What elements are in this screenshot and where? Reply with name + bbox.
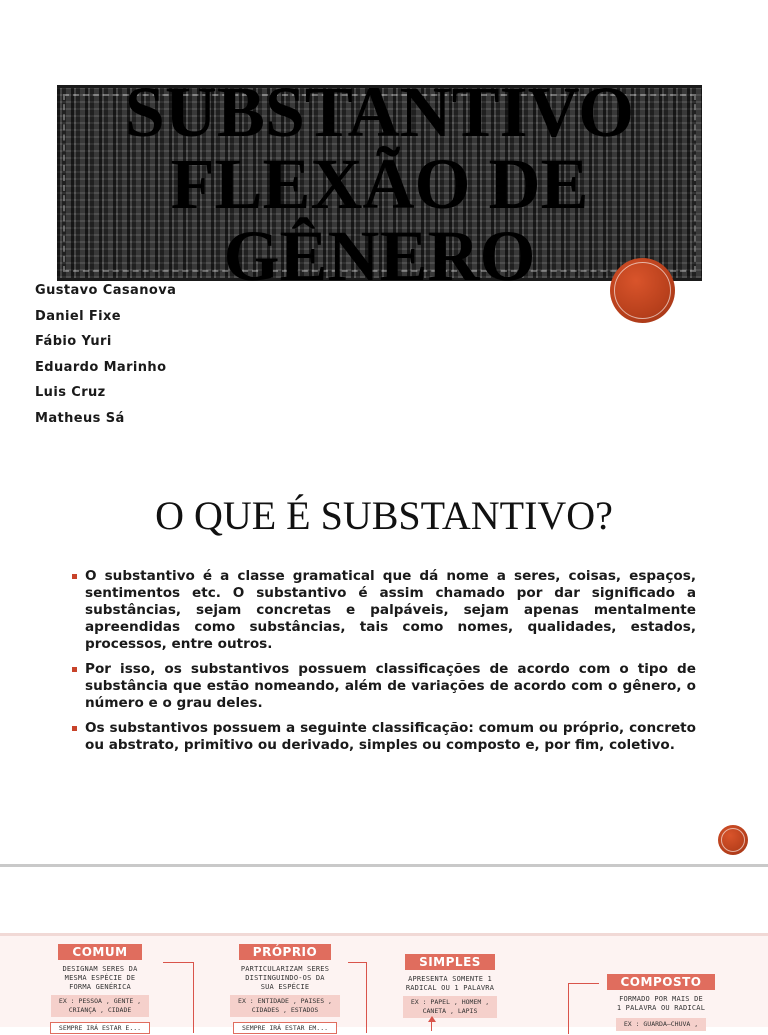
box-rule: SEMPRE IRÁ ESTAR EM... [233, 1022, 337, 1034]
author-name: Fábio Yuri [35, 334, 112, 349]
slide-definition [0, 432, 768, 864]
classification-diagram [0, 933, 768, 1032]
box-example [403, 996, 497, 1018]
box-description [398, 975, 502, 993]
box-simples [398, 953, 502, 1018]
connector-line [568, 983, 599, 1034]
bullet-square-icon [72, 726, 77, 731]
box-header: COMPOSTO [607, 974, 716, 990]
box-description [40, 965, 160, 992]
connector-line [348, 962, 367, 1033]
desc-line: MESMA ESPÉCIE DE [64, 974, 136, 982]
title-line: FLEXÃO DE [170, 144, 589, 224]
desc-line: FORMADO POR MAIS DE [619, 995, 703, 1003]
author-list [35, 278, 176, 431]
box-header: COMUM [58, 944, 141, 960]
box-example [616, 1018, 706, 1031]
example-line: EX : GUARDA—CHUVA , [623, 1020, 699, 1028]
desc-line: APRESENTA SOMENTE 1 [408, 975, 492, 983]
bullet-text: Os substantivos possuem a seguinte classificação: comum ou próprio, concreto ou abstrato, primitivo ou derivado, simples ou composto e, por fim, coletivo. [85, 720, 696, 753]
decorative-circle-icon [718, 825, 748, 855]
bullet-text: O substantivo é a classe gramatical que dá nome a seres, coisas, espaços, sentimentos etc. O substantivo é assim chamado por dar significado a substâncias, sejam concretas e palpáveis, sejam apenas mentalmente apreendidas como substâncias, tais como nomes, qualidades, estados, processos, entre outros. [85, 568, 696, 652]
example-line: EX : PESSOA , GENTE , [58, 997, 142, 1005]
box-header: PRÓPRIO [239, 944, 331, 960]
author-name: Eduardo Marinho [35, 359, 167, 375]
slide-heading: O QUE É SUBSTANTIVO? [155, 493, 613, 538]
desc-line: 1 PALAVRA OU RADICAL [616, 1004, 706, 1012]
box-example [230, 995, 340, 1017]
bullet-item [72, 568, 696, 653]
box-comum [40, 943, 160, 1035]
desc-line: SUA ESPÉCIE [260, 983, 310, 991]
author-name: Daniel Fixe [35, 308, 122, 324]
bullet-item [72, 661, 696, 712]
bullet-text: Por isso, os substantivos possuem classificações de acordo com o tipo de substância que estão nomeando, além de variações de acordo com o gênero, o número e o grau deles. [85, 661, 696, 711]
title-line: SUBSTANTIVO [124, 72, 635, 152]
arrow-up-icon [428, 1016, 436, 1022]
desc-line: PARTICULARIZAM SERES [240, 965, 330, 973]
desc-line: DESIGNAM SERES DA [62, 965, 138, 973]
box-description [222, 965, 348, 992]
slide-title [0, 0, 768, 432]
main-title [57, 72, 702, 296]
example-line: CIDADES , ESTADOS [251, 1006, 319, 1014]
title-line: GÊNERO [223, 216, 536, 296]
box-rule: SEMPRE IRÁ ESTAR E... [50, 1022, 150, 1034]
example-line: CRIANÇA , CIDADE [68, 1006, 132, 1014]
connector-line [163, 962, 194, 1033]
bullet-item [72, 720, 696, 754]
box-header: SIMPLES [405, 954, 495, 970]
connector-line [431, 1021, 432, 1031]
example-line: CANETA , LAPIS [422, 1007, 478, 1015]
slide-classification-diagram [0, 864, 768, 1032]
desc-line: DISTINGUINDO-OS DA [245, 974, 325, 982]
decorative-circle-icon [610, 258, 675, 323]
box-description [598, 995, 724, 1013]
box-example [51, 995, 149, 1017]
box-proprio [222, 943, 348, 1035]
example-line: EX : PAPEL , HOMEM , [410, 998, 490, 1006]
desc-line: FORMA GENÉRICA [69, 983, 131, 991]
author-name: Matheus Sá [35, 410, 125, 426]
bullet-square-icon [72, 667, 77, 672]
author-name: Luis Cruz [35, 385, 106, 400]
bullet-square-icon [72, 574, 77, 579]
author-name: Gustavo Casanova [35, 283, 177, 298]
box-composto [598, 973, 724, 1031]
desc-line: RADICAL OU 1 PALAVRA [405, 984, 495, 992]
example-line: EX : ENTIDADE , PAISES , [238, 997, 332, 1005]
bullet-list [72, 568, 696, 762]
